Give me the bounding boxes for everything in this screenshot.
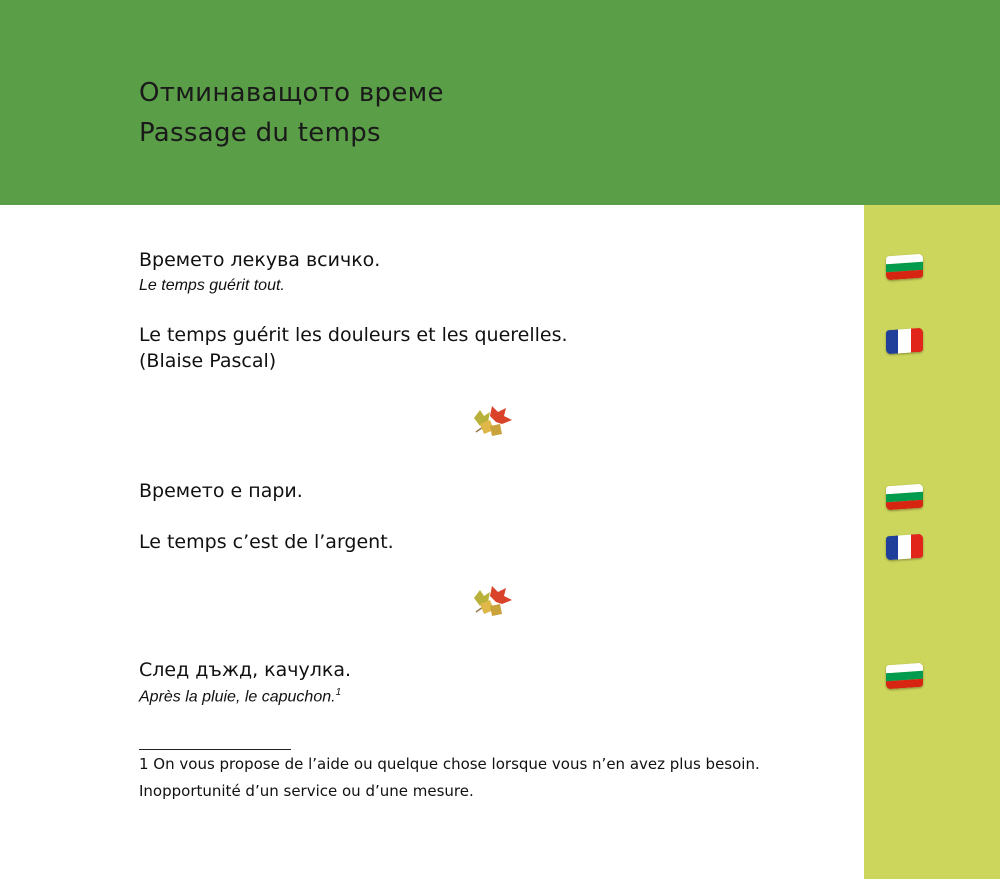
saying-4-text: Le temps c’est de l’argent.	[139, 531, 394, 553]
footnote-line-1: 1 On vous propose de l’aide ou quelque chose lorsque vous n’en avez plus besoin.	[139, 755, 760, 773]
title-french: Passage du temps	[139, 118, 381, 148]
footnote-ref: 1	[335, 687, 342, 698]
saying-3-text: Времето е пари.	[139, 480, 303, 502]
title-bulgarian: Отминаващото време	[139, 78, 444, 108]
header-banner	[0, 0, 1000, 205]
saying-1-text: Времето лекува всичко.	[139, 249, 381, 271]
saying-2-text: Le temps guérit les douleurs et les querelles.	[139, 324, 568, 346]
french-flag-icon	[886, 328, 923, 355]
bulgarian-flag-icon	[886, 484, 923, 511]
footnote-line-2: Inopportunité d’un service ou d’une mesure.	[139, 782, 474, 800]
french-flag-icon	[886, 534, 923, 561]
saying-5-text: След дъжд, качулка.	[139, 659, 352, 681]
saying-2-author: (Blaise Pascal)	[139, 350, 277, 372]
footnote	[139, 751, 760, 805]
autumn-leaves-icon	[470, 582, 514, 624]
bulgarian-flag-icon	[886, 663, 923, 690]
saying-5-translation: Après la pluie, le capuchon.$^1$	[139, 687, 342, 706]
autumn-leaves-icon	[470, 402, 514, 444]
bulgarian-flag-icon	[886, 254, 923, 281]
saying-1-translation: Le temps guérit tout.	[139, 277, 285, 294]
sidebar-strip	[864, 205, 1000, 879]
footnote-divider	[139, 749, 291, 750]
